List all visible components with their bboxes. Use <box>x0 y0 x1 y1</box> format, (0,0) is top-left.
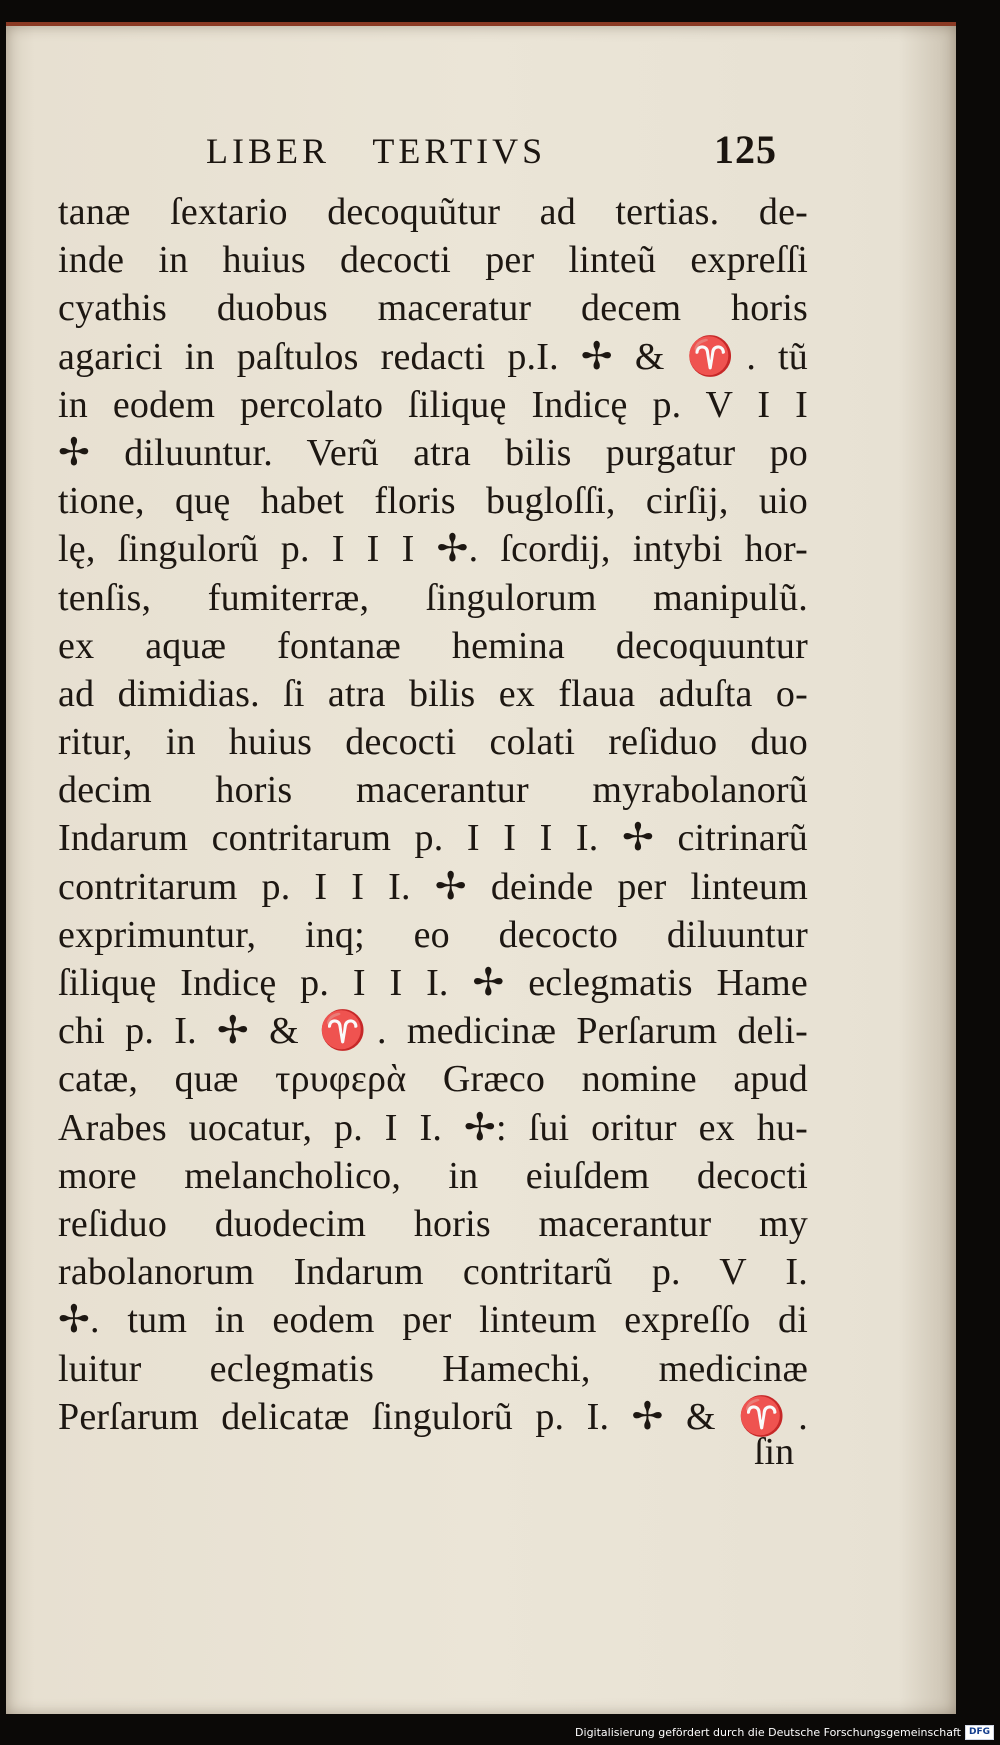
credit-text: Digitalisierung gefördert durch die Deutsche Forschungsgemeinschaft <box>575 1725 961 1739</box>
text-line: ſiliquę Indicę p. I I I. ✢ eclegmatis Hame <box>58 962 808 1004</box>
text-line: ex aquæ fontanæ hemina decoquuntur <box>58 624 808 667</box>
book-page <box>6 22 956 1714</box>
digitization-credit <box>575 1723 994 1741</box>
text-line: exprimuntur, inq; eo decocto diluuntur <box>58 913 808 956</box>
page-header <box>6 127 956 180</box>
text-line: more melancholico, in eiuſdem decocti <box>58 1154 808 1197</box>
text-line: ✢. tum in eodem per linteum expreſſo di <box>58 1299 808 1342</box>
text-line: rabolanorum Indarum contritarũ p. V I. <box>58 1251 808 1294</box>
dfg-logo: DFG <box>965 1725 994 1740</box>
text-line: tione, quę habet floris bugloſſi, cirſij, uio <box>58 480 808 523</box>
catchword: ſin <box>754 1431 795 1473</box>
running-title: LIBER TERTIVS <box>206 131 547 171</box>
text-line: reſiduo duodecim horis macerantur my <box>58 1202 808 1245</box>
text-line: catæ, quæ τρυφερὰ Græco nomine apud <box>58 1058 808 1101</box>
text-line: cyathis duobus maceratur decem horis <box>58 287 808 330</box>
text-line: Arabes uocatur, p. I I. ✢: ſui oritur ex hu- <box>58 1106 808 1149</box>
text-line: ritur, in huius decocti colati reſiduo duo <box>58 721 808 764</box>
text-line: chi p. I. ✢ & ♈. medicinæ Perſarum deli- <box>58 1010 808 1053</box>
text-line: ✢ diluuntur. Verũ atra bilis purgatur po <box>58 431 808 474</box>
text-line: luitur eclegmatis Hamechi, medicinæ <box>58 1347 808 1390</box>
text-line: lę, ſingulorũ p. I I I ✢. ſcordij, intybi hor- <box>58 528 808 571</box>
text-line: contritarum p. I I I. ✢ deinde per linteum <box>58 865 808 908</box>
text-line: agarici in paſtulos redacti p.I. ✢ & ♈. tũ <box>58 335 808 378</box>
text-line: decim horis macerantur myrabolanorũ <box>58 769 808 812</box>
text-line: in eodem percolato ſiliquę Indicę p. V I I <box>58 383 808 426</box>
body-text <box>58 188 808 1441</box>
text-line: inde in huius decocti per linteũ expreſſi <box>58 239 808 282</box>
text-line: tenſis, fumiterræ, ſingulorum manipulũ. <box>58 576 808 619</box>
text-line: ad dimidias. ſi atra bilis ex flaua aduſta o- <box>58 672 808 715</box>
text-line: Indarum contritarum p. I I I I. ✢ citrinarũ <box>58 817 808 860</box>
text-line: Perſarum delicatæ ſingulorũ p. I. ✢ & ♈. <box>58 1395 808 1438</box>
text-line: tanæ ſextario decoquũtur ad tertias. de- <box>58 191 808 233</box>
page-number: 125 <box>714 127 777 172</box>
